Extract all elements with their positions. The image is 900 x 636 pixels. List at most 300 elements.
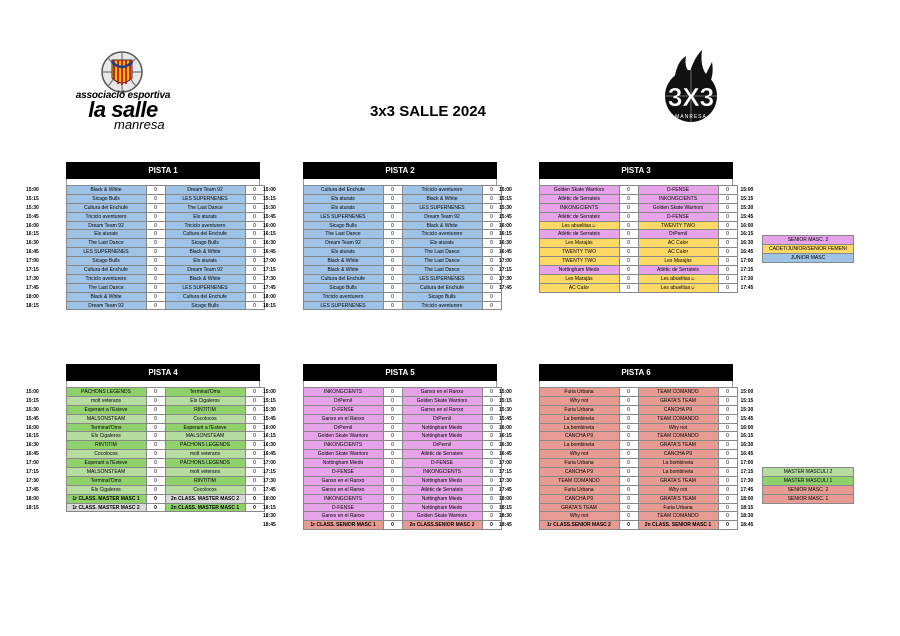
- score-home: 0: [146, 203, 165, 212]
- score-away: 0: [718, 423, 737, 432]
- team-home: Les Marajàs: [539, 274, 619, 283]
- match-time-right: 17:15: [740, 468, 754, 475]
- legend-item: SENIOR MASC. 2: [763, 236, 854, 245]
- score-away: 0: [245, 441, 264, 450]
- score-home: 0: [383, 257, 402, 266]
- match-row: [499, 396, 767, 405]
- score-away: 0: [482, 257, 501, 266]
- score-home: 0: [146, 186, 165, 195]
- legend-item: SENIOR MASC. 1: [763, 494, 854, 503]
- match-row: [263, 459, 501, 468]
- score-home: 0: [146, 432, 165, 441]
- match-time: 17:30: [499, 275, 512, 282]
- score-home: 0: [383, 301, 402, 310]
- team-home: Terminat'Oms: [66, 476, 146, 485]
- team-away: GRATA'S TEAM: [638, 396, 718, 405]
- match-time: 16:15: [499, 231, 512, 238]
- match-grid: [499, 185, 767, 293]
- team-home: D-FENSE: [303, 405, 383, 414]
- team-away: Les Marajàs: [638, 257, 718, 266]
- match-time-right: 17:30: [740, 275, 754, 282]
- match-time: 15:15: [499, 397, 512, 404]
- score-away: 0: [482, 432, 501, 441]
- match-row: [499, 423, 767, 432]
- match-row: [26, 257, 264, 266]
- score-home: 0: [619, 239, 638, 248]
- match-time-right: 15:30: [740, 406, 754, 413]
- score-home: 0: [619, 257, 638, 266]
- team-away: PÀCHONS LEGENDS: [165, 459, 245, 468]
- team-home: Atlètic de Serrateix: [539, 194, 619, 203]
- team-away: Black & White: [402, 194, 482, 203]
- match-time-right: 17:45: [740, 486, 754, 493]
- match-time: 17:45: [499, 284, 512, 291]
- match-time: 16:45: [26, 451, 39, 458]
- score-away: 0: [482, 405, 501, 414]
- score-away: 0: [245, 283, 264, 292]
- match-time-right: 16:00: [740, 424, 754, 431]
- team-away: Black & White: [165, 248, 245, 257]
- team-away: TEAM COMANDO: [638, 414, 718, 423]
- team-away: RINTITIM: [165, 476, 245, 485]
- match-row: [263, 186, 501, 195]
- match-grid: [499, 387, 767, 530]
- match-row: [263, 212, 501, 221]
- score-away: 0: [482, 212, 501, 221]
- score-home: 0: [146, 230, 165, 239]
- team-away: Ganxo en el Ranxo: [402, 405, 482, 414]
- score-home: 0: [383, 239, 402, 248]
- team-home: INKONGCIENTS: [303, 388, 383, 397]
- score-away: 0: [718, 459, 737, 468]
- match-time: 18:30: [499, 513, 512, 520]
- pista-header: PISTA 5: [303, 364, 497, 381]
- match-time: 16:30: [26, 442, 39, 449]
- score-away: 0: [718, 194, 737, 203]
- match-row: [263, 432, 501, 441]
- score-away: 0: [245, 212, 264, 221]
- score-home: 0: [619, 274, 638, 283]
- team-away: Black & White: [402, 221, 482, 230]
- match-row: [263, 257, 501, 266]
- match-time: 15:15: [499, 195, 512, 202]
- team-home: Nottingham Miedo: [539, 266, 619, 275]
- team-home: Ganxo en el Ranxo: [303, 512, 383, 521]
- score-home: 0: [146, 441, 165, 450]
- match-row: [499, 239, 767, 248]
- team-home: Sicago Bulls: [66, 257, 146, 266]
- match-time: 15:15: [263, 397, 276, 404]
- match-time: 16:15: [263, 433, 276, 440]
- match-row: [26, 186, 264, 195]
- team-home: CANCHA P9: [539, 494, 619, 503]
- score-away: 0: [245, 388, 264, 397]
- match-time: 15:15: [26, 397, 39, 404]
- match-time: 17:00: [263, 460, 276, 467]
- match-row: [263, 301, 501, 310]
- score-away: 0: [718, 257, 737, 266]
- team-away: LES SUPERNENES: [165, 283, 245, 292]
- match-row: [499, 485, 767, 494]
- match-time: 17:15: [263, 468, 276, 475]
- match-row: [263, 521, 501, 530]
- match-time: 18:45: [499, 522, 512, 529]
- team-away: Furia Urbana: [638, 503, 718, 512]
- score-home: 0: [146, 221, 165, 230]
- score-away: 0: [245, 396, 264, 405]
- score-away: 0: [245, 450, 264, 459]
- score-away: 0: [718, 248, 737, 257]
- score-home: 0: [146, 450, 165, 459]
- match-time: 15:00: [263, 186, 276, 193]
- team-home: Furia Urbana: [539, 459, 619, 468]
- match-row: [499, 266, 767, 275]
- score-away: 0: [718, 186, 737, 195]
- score-away: 0: [718, 212, 737, 221]
- team-away: Ganxo en el Ranxo: [402, 388, 482, 397]
- score-away: 0: [718, 283, 737, 292]
- score-away: 0: [718, 450, 737, 459]
- match-time: 18:00: [26, 495, 39, 502]
- team-home: Sicago Bulls: [303, 283, 383, 292]
- team-away: D-FENSE: [402, 459, 482, 468]
- match-time: 17:15: [499, 468, 512, 475]
- page-title: 3x3 SALLE 2024: [370, 103, 486, 120]
- team-away: D-FENSE: [638, 212, 718, 221]
- match-time-right: 18:00: [740, 495, 754, 502]
- score-away: 0: [482, 503, 501, 512]
- match-row: [263, 266, 501, 275]
- score-home: 0: [619, 248, 638, 257]
- match-time: 16:00: [499, 424, 512, 431]
- team-home: Esperant a l'Esteve: [66, 405, 146, 414]
- score-home: 0: [619, 494, 638, 503]
- match-row: [26, 414, 264, 423]
- match-row: [499, 274, 767, 283]
- team-away: TWENTY TWO: [638, 221, 718, 230]
- match-row: [263, 203, 501, 212]
- team-away: TEAM COMANDO: [638, 388, 718, 397]
- match-row: [499, 476, 767, 485]
- match-time-right: 17:15: [740, 266, 754, 273]
- match-row: [499, 441, 767, 450]
- score-home: 0: [383, 388, 402, 397]
- score-home: 0: [383, 405, 402, 414]
- legend-item: JUNIOR MASC: [763, 253, 854, 262]
- match-row: [263, 239, 501, 248]
- match-time-right: 17:45: [740, 284, 754, 291]
- score-away: 0: [718, 239, 737, 248]
- match-time: 18:15: [26, 504, 39, 511]
- match-time: 17:45: [263, 486, 276, 493]
- match-row: [26, 239, 264, 248]
- match-row: [499, 203, 767, 212]
- legend-item: SENIOR MASC. 2: [763, 485, 854, 494]
- match-time: 15:15: [263, 195, 276, 202]
- team-home: 1r CLASS. MASTER MASC 1: [66, 494, 146, 503]
- team-home: Atlètic de Serrateix: [539, 230, 619, 239]
- match-time: 16:15: [499, 433, 512, 440]
- team-home: Nottingham Miedo: [303, 459, 383, 468]
- match-time: 16:00: [26, 424, 39, 431]
- team-home: TWENTY TWO: [539, 257, 619, 266]
- team-away: RINTITIM: [165, 405, 245, 414]
- match-row: [26, 485, 264, 494]
- match-row: [263, 292, 501, 301]
- score-away: 0: [482, 292, 501, 301]
- team-away: molt veterans: [165, 468, 245, 477]
- match-time-right: 17:30: [740, 477, 754, 484]
- score-home: 0: [619, 283, 638, 292]
- team-away: 2n CLASS. MASTER MASC 1: [165, 503, 245, 512]
- logo-text-manresa: manresa: [114, 117, 165, 132]
- match-time-right: 16:00: [740, 222, 754, 229]
- team-away: Cultura del Enchufe: [165, 292, 245, 301]
- match-row: [263, 405, 501, 414]
- match-row: [26, 212, 264, 221]
- match-time: 17:15: [26, 266, 39, 273]
- match-time: 16:15: [263, 231, 276, 238]
- match-time: 16:30: [263, 442, 276, 449]
- score-home: 0: [146, 257, 165, 266]
- score-away: 0: [482, 450, 501, 459]
- team-home: INKONGCIENTS: [539, 203, 619, 212]
- match-row: [26, 203, 264, 212]
- score-away: 0: [482, 239, 501, 248]
- match-time-right: 15:30: [740, 204, 754, 211]
- score-away: 0: [482, 221, 501, 230]
- team-away: Dream Team 92: [165, 266, 245, 275]
- team-away: MALSONSTEAM: [165, 432, 245, 441]
- score-home: 0: [619, 396, 638, 405]
- team-away: LES SUPERNENES: [402, 274, 482, 283]
- score-away: 0: [482, 230, 501, 239]
- match-time: 17:45: [263, 284, 276, 291]
- team-home: Ganxo en el Ranxo: [303, 476, 383, 485]
- match-row: [499, 221, 767, 230]
- score-away: 0: [718, 432, 737, 441]
- match-time-right: 15:45: [740, 213, 754, 220]
- score-home: 0: [619, 476, 638, 485]
- team-away: Nottingham Miedo: [402, 423, 482, 432]
- score-home: 0: [146, 468, 165, 477]
- score-home: 0: [619, 388, 638, 397]
- team-away: Atlètic de Serrateix: [402, 450, 482, 459]
- match-row: [499, 194, 767, 203]
- score-home: 0: [383, 414, 402, 423]
- match-row: [26, 248, 264, 257]
- score-away: 0: [718, 396, 737, 405]
- team-away: Els aturats: [402, 239, 482, 248]
- match-row: [263, 423, 501, 432]
- score-away: 0: [482, 468, 501, 477]
- team-home: Golden Skate Warriors: [303, 432, 383, 441]
- score-home: 0: [619, 414, 638, 423]
- team-home: CANCHA P9: [539, 468, 619, 477]
- score-home: 0: [383, 512, 402, 521]
- legend-bottom: [762, 467, 854, 504]
- team-home: Terminat'Oms: [66, 423, 146, 432]
- score-away: 0: [245, 274, 264, 283]
- team-home: Esperant a l'Esteve: [66, 459, 146, 468]
- team-home: 1r CLASS.SENIOR MASC 2: [539, 521, 619, 530]
- team-away: Triciclo aventurero: [402, 301, 482, 310]
- team-away: Triciclo aventurero: [402, 186, 482, 195]
- match-time: 16:30: [26, 240, 39, 247]
- match-time: 15:30: [26, 204, 39, 211]
- team-home: Furia Urbana: [539, 388, 619, 397]
- score-home: 0: [383, 423, 402, 432]
- team-away: The Last Dance: [402, 257, 482, 266]
- match-time-right: 15:00: [740, 388, 754, 395]
- score-away: 0: [718, 476, 737, 485]
- score-away: 0: [482, 266, 501, 275]
- team-home: D-FENSE: [303, 503, 383, 512]
- team-away: Golden Skate Warriors: [638, 203, 718, 212]
- score-away: 0: [245, 468, 264, 477]
- match-row: [26, 194, 264, 203]
- score-home: 0: [146, 405, 165, 414]
- team-away: Sicago Bulls: [402, 292, 482, 301]
- team-home: Els aturats: [303, 194, 383, 203]
- team-home: DrPernil: [303, 423, 383, 432]
- team-home: Ganxo en el Ranxo: [303, 414, 383, 423]
- score-home: 0: [383, 503, 402, 512]
- score-away: 0: [718, 414, 737, 423]
- match-time: 16:30: [263, 240, 276, 247]
- match-time-right: 15:15: [740, 397, 754, 404]
- match-time-right: 17:00: [740, 258, 754, 265]
- team-away: Dream Team 92: [402, 212, 482, 221]
- match-time: 16:45: [263, 249, 276, 256]
- score-home: 0: [383, 212, 402, 221]
- match-row: [26, 230, 264, 239]
- team-home: LES SUPERNENES: [66, 248, 146, 257]
- team-home: Els aturats: [66, 230, 146, 239]
- score-home: 0: [383, 450, 402, 459]
- match-time-right: 18:15: [740, 504, 754, 511]
- team-home: INKONGCIENTS: [303, 494, 383, 503]
- match-row: [26, 301, 264, 310]
- match-time-right: 15:00: [740, 186, 754, 193]
- match-time: 16:00: [263, 424, 276, 431]
- team-away: LES SUPERNENES: [165, 194, 245, 203]
- score-away: 0: [718, 441, 737, 450]
- match-row: [26, 292, 264, 301]
- team-home: The Last Dance: [66, 283, 146, 292]
- match-row: [26, 266, 264, 275]
- score-home: 0: [146, 485, 165, 494]
- team-home: Els aturats: [303, 248, 383, 257]
- match-row: [499, 388, 767, 397]
- team-home: Why not: [539, 396, 619, 405]
- match-time: 15:30: [499, 406, 512, 413]
- match-row: [263, 283, 501, 292]
- team-away: Els aturats: [165, 212, 245, 221]
- score-away: 0: [245, 476, 264, 485]
- match-time: 16:00: [26, 222, 39, 229]
- score-home: 0: [619, 203, 638, 212]
- match-time: 18:30: [263, 513, 276, 520]
- team-home: Ganxo en el Ranxo: [303, 485, 383, 494]
- match-time: 15:00: [26, 186, 39, 193]
- team-away: Cultura del Enchufe: [402, 283, 482, 292]
- team-home: Why not: [539, 450, 619, 459]
- match-time: 17:30: [26, 275, 39, 282]
- team-home: Les Marajàs: [539, 239, 619, 248]
- score-home: 0: [619, 221, 638, 230]
- match-time: 15:30: [263, 204, 276, 211]
- match-time: 17:00: [26, 258, 39, 265]
- score-away: 0: [718, 230, 737, 239]
- team-home: TEAM COMANDO: [539, 476, 619, 485]
- match-time: 16:00: [263, 222, 276, 229]
- team-home: Black & White: [66, 186, 146, 195]
- score-home: 0: [619, 512, 638, 521]
- team-away: Golden Skate Warriors: [402, 512, 482, 521]
- team-home: Cocolocos: [66, 450, 146, 459]
- match-time: 18:15: [263, 302, 276, 309]
- team-home: La bombineta: [539, 414, 619, 423]
- score-home: 0: [383, 459, 402, 468]
- team-away: Why not: [638, 485, 718, 494]
- team-away: Sicago Bulls: [165, 239, 245, 248]
- match-row: [263, 512, 501, 521]
- team-home: Furia Urbana: [539, 485, 619, 494]
- team-home: Dream Team 92: [303, 239, 383, 248]
- score-home: 0: [383, 494, 402, 503]
- match-time: 15:00: [499, 186, 512, 193]
- score-away: 0: [245, 292, 264, 301]
- team-away: Golden Skate Warriors: [402, 396, 482, 405]
- score-away: 0: [482, 283, 501, 292]
- match-row: [26, 432, 264, 441]
- team-away: Terminat'Oms: [165, 388, 245, 397]
- team-away: 2n CLASS.SENIOR MASC 2: [402, 521, 482, 530]
- score-away: 0: [718, 503, 737, 512]
- score-home: 0: [619, 485, 638, 494]
- team-home: MALSONSTEAM: [66, 414, 146, 423]
- team-away: Esperant a l'Esteve: [165, 423, 245, 432]
- pista-header: PISTA 3: [539, 162, 733, 179]
- match-row: [263, 194, 501, 203]
- score-home: 0: [383, 521, 402, 530]
- match-row: [26, 468, 264, 477]
- match-time-right: 16:15: [740, 433, 754, 440]
- team-home: Atlètic de Serrateix: [539, 212, 619, 221]
- match-row: [499, 230, 767, 239]
- score-home: 0: [383, 283, 402, 292]
- pista-header: PISTA 1: [66, 162, 260, 179]
- 3x3-logo: [650, 48, 732, 130]
- score-home: 0: [383, 194, 402, 203]
- score-home: 0: [619, 405, 638, 414]
- match-time: 18:15: [499, 504, 512, 511]
- team-home: LES SUPERNENES: [303, 212, 383, 221]
- team-away: The Last Dance: [165, 203, 245, 212]
- team-home: 1r CLASS. SENIOR MASC 1: [303, 521, 383, 530]
- match-time-right: 16:45: [740, 249, 754, 256]
- score-home: 0: [146, 274, 165, 283]
- match-time: 18:15: [26, 302, 39, 309]
- team-home: Els Cigaleros: [66, 485, 146, 494]
- score-home: 0: [383, 441, 402, 450]
- match-time: 15:30: [499, 204, 512, 211]
- score-away: 0: [482, 203, 501, 212]
- match-row: [499, 283, 767, 292]
- match-time: 18:00: [499, 495, 512, 502]
- match-row: [26, 423, 264, 432]
